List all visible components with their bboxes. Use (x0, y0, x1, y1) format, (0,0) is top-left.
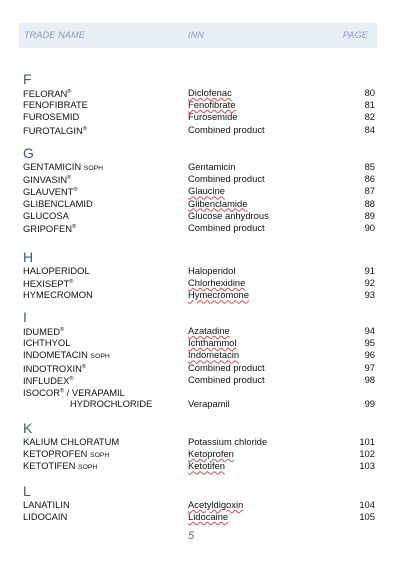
trade-name: INDOMETACIN SOPH (23, 349, 110, 361)
trade-name: GLAUVENT® (23, 186, 78, 198)
section-letter-i: I (23, 309, 27, 325)
inn-name: Chlorhexidine (188, 277, 246, 289)
trade-name: GRIPOFEN® (23, 223, 77, 234)
page-ref: 80 (364, 87, 375, 98)
inn-name: Gentamicin (188, 161, 236, 172)
section-letter-g: G (23, 145, 34, 161)
index-row (0, 337, 400, 348)
trade-name: FELORAN® (23, 88, 72, 99)
trade-name: INFLUDEX® (23, 374, 74, 386)
page-ref: 91 (364, 265, 375, 276)
trade-name: FUROTALGIN® (23, 124, 87, 136)
page-ref: 92 (364, 277, 375, 289)
inn-name: Indometacin (188, 349, 240, 361)
trade-suffix: SOPH (90, 353, 110, 361)
page-ref: 93 (364, 289, 375, 301)
registered-mark: ® (82, 125, 87, 132)
inn-name: Combined product (188, 361, 265, 373)
inn-name: Verapamil (188, 398, 230, 410)
registered-mark: ® (67, 175, 72, 182)
trade-suffix: SOPH (83, 165, 104, 172)
header-trade-name: TRADE NAME (24, 30, 86, 40)
page-ref: 97 (364, 361, 375, 373)
inn-name: Combined product (188, 373, 265, 385)
page-ref: 86 (364, 173, 375, 185)
index-row (0, 289, 400, 300)
page-ref: 84 (364, 123, 375, 135)
index-row (0, 277, 400, 288)
registered-mark: ® (73, 187, 78, 194)
inn-name: Fenofibrate (188, 99, 236, 111)
index-row (0, 362, 400, 373)
page-ref: 87 (364, 185, 375, 197)
inn-name: Glaucine (188, 185, 226, 197)
registered-mark: ® (59, 388, 65, 394)
page-ref: 94 (364, 325, 375, 336)
inn-name: Azatadine (188, 325, 230, 336)
page-ref: 101 (359, 436, 375, 447)
inn-name: Ichthammol (188, 337, 237, 349)
trade-name: KETOPROFEN SOPH (23, 448, 110, 460)
inn-name: Acetyldigoxin (188, 499, 244, 510)
index-row (0, 173, 400, 184)
section-letter-l: L (23, 483, 31, 499)
index-row (0, 349, 400, 360)
registered-mark: ® (69, 375, 74, 382)
index-row (0, 198, 400, 209)
index-row (0, 448, 400, 459)
trade-name: LIDOCAIN (23, 511, 68, 523)
index-row (0, 222, 400, 233)
inn-name: Glibenclamide (188, 197, 248, 209)
index-row (0, 374, 400, 385)
trade-name: FENOFIBRATE (23, 99, 88, 111)
trade-suffix: SOPH (90, 452, 110, 460)
registered-mark: ® (81, 363, 86, 370)
page-ref: 96 (364, 349, 375, 361)
inn-name: Diclofenac (188, 87, 232, 98)
index-row (0, 161, 400, 172)
trade-name: FUROSEMID (23, 111, 80, 123)
inn-name: Furosemide (188, 111, 238, 123)
page-ref: 90 (364, 222, 375, 233)
trade-name: LANATILIN (23, 499, 70, 510)
inn-name: Potassium chloride (188, 436, 268, 447)
page-ref: 81 (364, 99, 375, 111)
trade-name: GENTAMICIN SOPH (23, 161, 104, 172)
index-row (0, 499, 400, 510)
inn-name: Ketoprofen (188, 448, 234, 460)
inn-name: Combined product (188, 173, 265, 185)
page-ref: 95 (364, 337, 375, 349)
trade-suffix: SOPH (78, 464, 98, 472)
section-letter-f: F (23, 71, 32, 87)
page-ref: 105 (359, 511, 375, 523)
trade-name: HEXISEPT® (23, 278, 74, 290)
index-row (0, 460, 400, 471)
index-row (0, 99, 400, 110)
index-row (0, 265, 400, 276)
inn-name: Ketotifen (188, 460, 226, 472)
index-row (0, 511, 400, 522)
page-number: 5 (188, 530, 195, 542)
index-row (0, 111, 400, 122)
index-row (0, 398, 400, 409)
index-row (0, 436, 400, 447)
trade-name: ISOCOR® / VERAPAMIL (23, 387, 125, 398)
page-ref: 82 (364, 111, 375, 123)
trade-name: HYMECROMON (23, 289, 93, 301)
trade-name: HYDROCHLORIDE (70, 398, 153, 410)
index-row (0, 185, 400, 196)
inn-name: Combined product (188, 123, 265, 135)
page-ref: 85 (364, 161, 375, 172)
table-header (19, 23, 377, 48)
trade-name: HALOPERIDOL (23, 265, 90, 276)
registered-mark: ® (67, 89, 72, 95)
header-inn: INN (188, 30, 205, 40)
page-ref: 89 (364, 209, 375, 221)
index-row (0, 210, 400, 221)
page-ref: 104 (359, 499, 375, 510)
trade-name: GINVASIN® (23, 174, 72, 186)
trade-name: GLUCOSA (23, 209, 69, 221)
index-row (0, 386, 400, 397)
index-row (0, 325, 400, 336)
section-letter-h: H (23, 249, 34, 265)
index-row (0, 124, 400, 135)
registered-mark: ® (71, 224, 77, 230)
registered-mark: ® (59, 327, 65, 333)
page-ref: 99 (364, 398, 375, 410)
registered-mark: ® (69, 279, 74, 286)
section-letter-k: K (23, 420, 33, 436)
trade-name: GLIBENCLAMID (23, 197, 93, 209)
page-ref: 103 (359, 460, 375, 472)
inn-name: Combined product (188, 222, 265, 233)
inn-name: Haloperidol (188, 265, 236, 276)
page-ref: 98 (364, 373, 375, 385)
page-ref: 102 (359, 448, 375, 460)
trade-name: IDUMED® (23, 326, 65, 337)
trade-name: KALIUM CHLORATUM (23, 436, 120, 447)
trade-name: INDOTROXIN® (23, 362, 86, 374)
trade-name: ICHTHYOL (23, 337, 71, 349)
header-page: PAGE (342, 30, 368, 40)
inn-name: Glucose anhydrous (188, 209, 269, 221)
page-ref: 88 (364, 197, 375, 209)
inn-name: Hymecromone (188, 289, 249, 301)
inn-name: Lidocaine (188, 511, 229, 523)
trade-name: KETOTIFEN SOPH (23, 460, 98, 472)
index-row (0, 87, 400, 98)
